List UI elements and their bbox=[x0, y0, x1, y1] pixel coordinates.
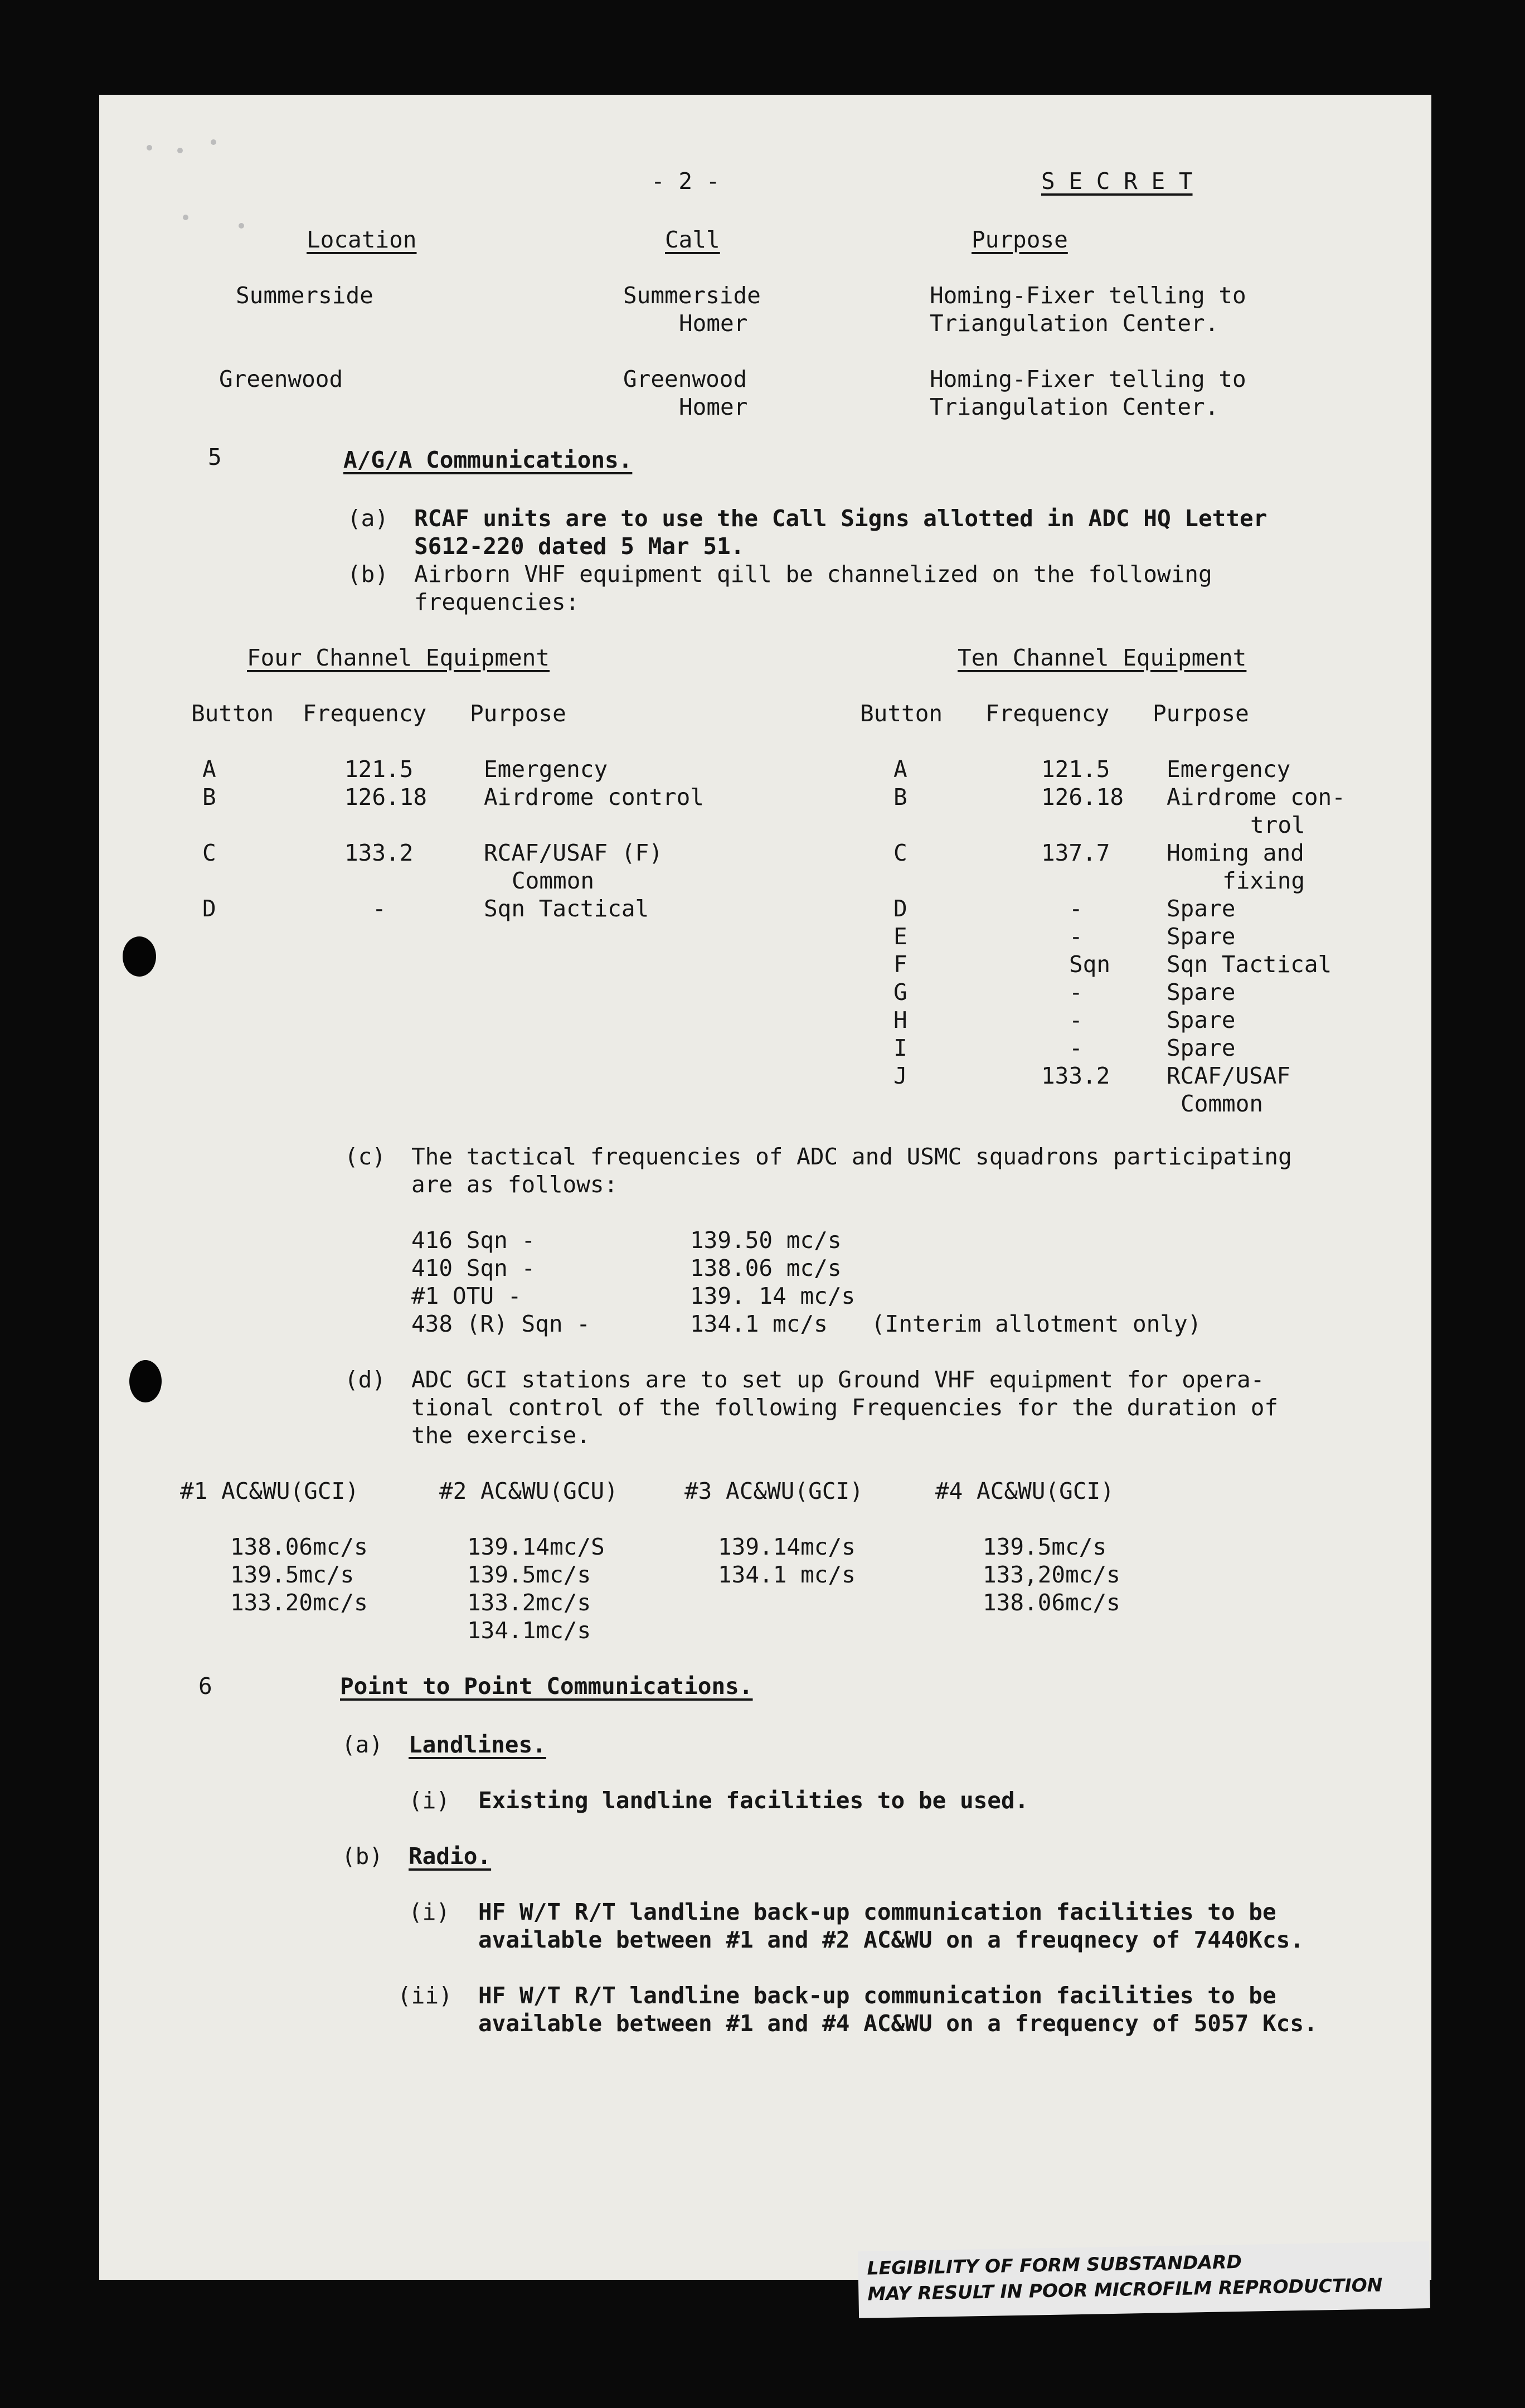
purpose-cell: Triangulation Center. bbox=[930, 310, 1219, 337]
button-cell: G bbox=[893, 979, 907, 1006]
squadron-frequency: 134.1 mc/s bbox=[690, 1310, 828, 1337]
purpose-header: Purpose bbox=[470, 700, 566, 727]
purpose-cell: Airdrome con- bbox=[1167, 784, 1346, 810]
purpose-cell: Sqn Tactical bbox=[1167, 951, 1332, 978]
squadron-unit: 410 Sqn - bbox=[411, 1255, 536, 1281]
purpose-cell: Common bbox=[512, 867, 595, 894]
purpose-cell: Emergency bbox=[484, 756, 608, 783]
button-cell: F bbox=[893, 951, 907, 978]
station-frequency: 138.06mc/s bbox=[230, 1533, 368, 1560]
purpose-cell: Spare bbox=[1167, 895, 1236, 922]
location-cell: Summerside bbox=[236, 282, 373, 309]
para-text: are as follows: bbox=[411, 1171, 618, 1198]
frequency-cell: Sqn bbox=[1069, 951, 1111, 978]
purpose-header: Purpose bbox=[972, 226, 1068, 253]
button-cell: J bbox=[893, 1062, 907, 1089]
station-frequency: 139.14mc/S bbox=[467, 1533, 605, 1560]
location-cell: Greenwood bbox=[219, 366, 343, 392]
station-frequency: 138.06mc/s bbox=[983, 1589, 1120, 1616]
section-number: 5 bbox=[208, 444, 222, 470]
punch-hole-mark bbox=[123, 936, 156, 977]
para-title: Landlines. bbox=[409, 1731, 546, 1758]
frequency-header: Frequency bbox=[985, 700, 1110, 727]
item-text: available between #1 and #4 AC&WU on a frequency of 5057 Kcs. bbox=[478, 2010, 1318, 2037]
station-frequency: 133.20mc/s bbox=[230, 1589, 368, 1616]
frequency-cell: 126.18 bbox=[1041, 784, 1124, 810]
squadron-unit: 438 (R) Sqn - bbox=[411, 1310, 590, 1337]
frequency-cell: - bbox=[1069, 923, 1083, 950]
purpose-cell: Homing-Fixer telling to bbox=[930, 366, 1246, 392]
para-text: tional control of the following Frequencies for the duration of bbox=[411, 1394, 1279, 1421]
frequency-cell: - bbox=[1069, 1035, 1083, 1061]
frequency-cell: 121.5 bbox=[344, 756, 414, 783]
item-text: Existing landline facilities to be used. bbox=[478, 1787, 1029, 1814]
station-frequency: 139.5mc/s bbox=[230, 1561, 354, 1588]
purpose-cell: Homing-Fixer telling to bbox=[930, 282, 1246, 309]
frequency-cell: - bbox=[1069, 979, 1083, 1006]
button-cell: D bbox=[893, 895, 907, 922]
classification-label: S E C R E T bbox=[1041, 168, 1193, 195]
frequency-cell: - bbox=[372, 895, 386, 922]
para-text: RCAF units are to use the Call Signs allotted in ADC HQ Letter bbox=[414, 505, 1267, 532]
scan-speck bbox=[147, 145, 152, 151]
scan-speck bbox=[211, 139, 216, 145]
call-cell: Homer bbox=[679, 310, 748, 337]
para-label: (d) bbox=[344, 1366, 386, 1393]
station-name: #2 AC&WU(GCU) bbox=[439, 1478, 618, 1504]
button-cell: A bbox=[202, 756, 216, 783]
scan-speck bbox=[239, 223, 244, 229]
frequency-cell: 137.7 bbox=[1041, 839, 1110, 866]
punch-hole-mark bbox=[129, 1360, 162, 1402]
section-number: 6 bbox=[198, 1673, 212, 1700]
squadron-frequency: 139.50 mc/s bbox=[690, 1227, 842, 1254]
station-frequency: 139.5mc/s bbox=[983, 1533, 1107, 1560]
call-cell: Homer bbox=[679, 394, 748, 420]
scan-speck bbox=[183, 215, 188, 220]
purpose-cell: trol bbox=[1250, 812, 1305, 838]
button-cell: B bbox=[893, 784, 907, 810]
stamp-line: LEGIBILITY OF FORM SUBSTANDARD bbox=[867, 2250, 1242, 2279]
para-text: The tactical frequencies of ADC and USMC squadrons participating bbox=[411, 1143, 1292, 1170]
button-cell: C bbox=[202, 839, 216, 866]
purpose-header: Purpose bbox=[1153, 700, 1249, 727]
para-text: ADC GCI stations are to set up Ground VHF equipment for opera- bbox=[411, 1366, 1265, 1393]
button-cell: I bbox=[893, 1035, 907, 1061]
four-channel-title: Four Channel Equipment bbox=[247, 644, 550, 671]
station-frequency: 134.1 mc/s bbox=[718, 1561, 856, 1588]
frequency-cell: 121.5 bbox=[1041, 756, 1110, 783]
para-label: (b) bbox=[342, 1843, 383, 1870]
squadron-unit: #1 OTU - bbox=[411, 1283, 522, 1309]
button-cell: H bbox=[893, 1007, 907, 1033]
call-cell: Greenwood bbox=[623, 366, 747, 392]
frequency-header: Frequency bbox=[303, 700, 427, 727]
para-text: the exercise. bbox=[411, 1422, 590, 1449]
button-header: Button bbox=[191, 700, 274, 727]
button-cell: B bbox=[202, 784, 216, 810]
call-header: Call bbox=[665, 226, 720, 253]
station-frequency: 133.2mc/s bbox=[467, 1589, 591, 1616]
item-text: available between #1 and #2 AC&WU on a freuqnecy of 7440Kcs. bbox=[478, 1926, 1304, 1953]
squadron-frequency: 139. 14 mc/s bbox=[690, 1283, 856, 1309]
location-header: Location bbox=[307, 226, 417, 253]
station-name: #4 AC&WU(GCI) bbox=[935, 1478, 1114, 1504]
station-name: #3 AC&WU(GCI) bbox=[684, 1478, 863, 1504]
para-text: Airborn VHF equipment qill be channelized on the following bbox=[414, 561, 1212, 588]
squadron-unit: 416 Sqn - bbox=[411, 1227, 536, 1254]
station-name: #1 AC&WU(GCI) bbox=[180, 1478, 359, 1504]
button-cell: D bbox=[202, 895, 216, 922]
button-cell: C bbox=[893, 839, 907, 866]
station-frequency: 134.1mc/s bbox=[467, 1617, 591, 1644]
button-cell: A bbox=[893, 756, 907, 783]
para-label: (a) bbox=[342, 1731, 383, 1758]
purpose-cell: Homing and bbox=[1167, 839, 1304, 866]
squadron-frequency: 138.06 mc/s bbox=[690, 1255, 842, 1281]
section-title: Point to Point Communications. bbox=[340, 1673, 753, 1700]
para-label: (a) bbox=[347, 505, 389, 532]
ten-channel-title: Ten Channel Equipment bbox=[958, 644, 1247, 671]
purpose-cell: Spare bbox=[1167, 979, 1236, 1006]
scan-speck bbox=[177, 148, 183, 153]
station-frequency: 133,20mc/s bbox=[983, 1561, 1120, 1588]
para-text: S612-220 dated 5 Mar 51. bbox=[414, 533, 745, 560]
frequency-cell: 126.18 bbox=[344, 784, 428, 810]
purpose-cell: RCAF/USAF (F) bbox=[484, 839, 663, 866]
squadron-note: (Interim allotment only) bbox=[871, 1310, 1202, 1337]
purpose-cell: Spare bbox=[1167, 1007, 1236, 1033]
item-label: (ii) bbox=[397, 1982, 453, 2009]
para-label: (c) bbox=[344, 1143, 386, 1170]
item-label: (i) bbox=[409, 1899, 450, 1925]
frequency-cell: 133.2 bbox=[344, 839, 414, 866]
item-text: HF W/T R/T landline back-up communication facilities to be bbox=[478, 1899, 1276, 1925]
document-page bbox=[99, 95, 1431, 2280]
station-frequency: 139.5mc/s bbox=[467, 1561, 591, 1588]
item-text: HF W/T R/T landline back-up communication facilities to be bbox=[478, 1982, 1276, 2009]
frequency-cell: - bbox=[1069, 1007, 1083, 1033]
item-label: (i) bbox=[409, 1787, 450, 1814]
section-title: A/G/A Communications. bbox=[343, 446, 633, 473]
purpose-cell: Spare bbox=[1167, 1035, 1236, 1061]
purpose-cell: Sqn Tactical bbox=[484, 895, 649, 922]
purpose-cell: Emergency bbox=[1167, 756, 1291, 783]
para-text: frequencies: bbox=[414, 589, 580, 615]
purpose-cell: fixing bbox=[1222, 867, 1305, 894]
frequency-cell: 133.2 bbox=[1041, 1062, 1110, 1089]
para-label: (b) bbox=[347, 561, 389, 588]
frequency-cell: - bbox=[1069, 895, 1083, 922]
para-title: Radio. bbox=[409, 1843, 492, 1870]
purpose-cell: Airdrome control bbox=[484, 784, 704, 810]
purpose-cell: Common bbox=[1181, 1090, 1264, 1117]
station-frequency: 139.14mc/s bbox=[718, 1533, 856, 1560]
call-cell: Summerside bbox=[623, 282, 761, 309]
button-cell: E bbox=[893, 923, 907, 950]
purpose-cell: Triangulation Center. bbox=[930, 394, 1219, 420]
purpose-cell: Spare bbox=[1167, 923, 1236, 950]
stamp-line: MAY RESULT IN POOR MICROFILM REPRODUCTION bbox=[867, 2274, 1383, 2305]
page-number: - 2 - bbox=[651, 168, 720, 195]
legibility-stamp bbox=[858, 2241, 1430, 2318]
purpose-cell: RCAF/USAF bbox=[1167, 1062, 1291, 1089]
button-header: Button bbox=[860, 700, 943, 727]
